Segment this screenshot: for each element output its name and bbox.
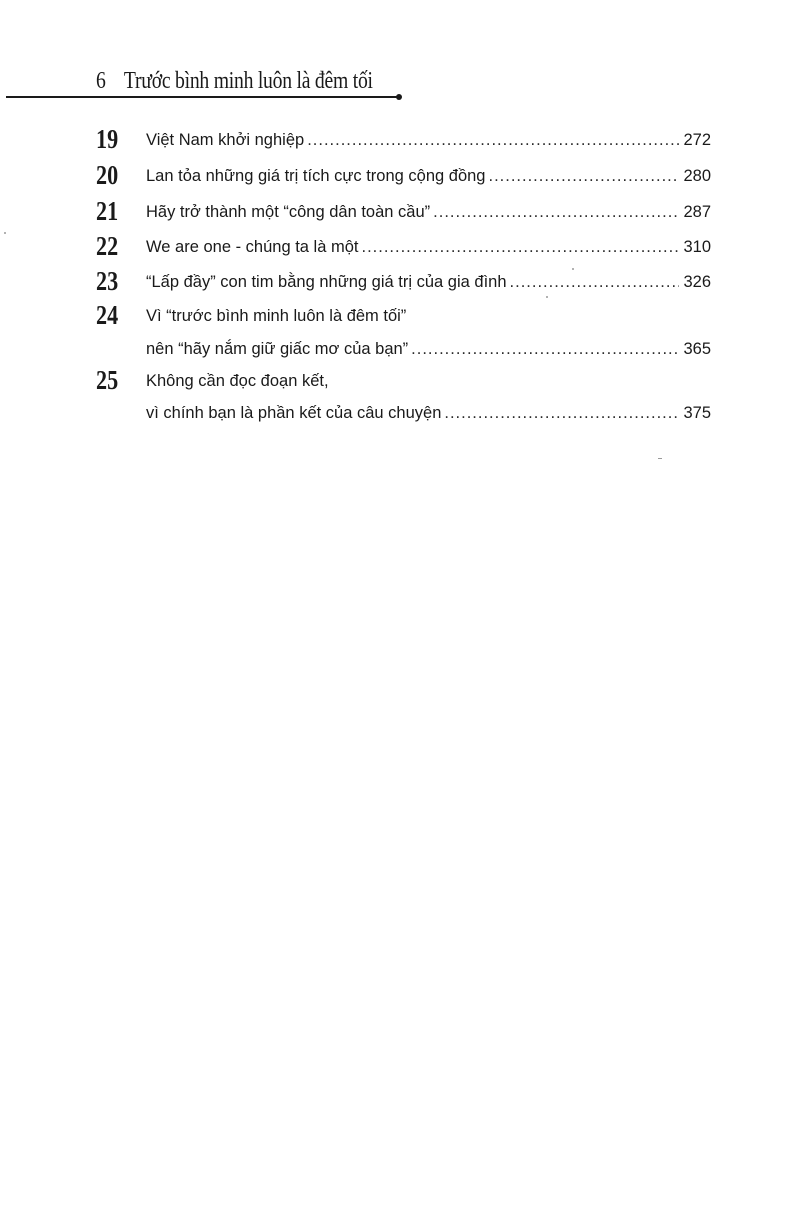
entry-title-line	[146, 202, 711, 222]
entry-title: Lan tỏa những giá trị tích cực trong cộng đồng	[146, 167, 486, 185]
entry-title-line	[146, 166, 711, 186]
chapter-number: 22	[96, 231, 119, 261]
page-ref: 280	[683, 167, 711, 185]
page-ref: 310	[683, 238, 711, 256]
chapter-number: 24	[96, 300, 119, 330]
entry-title: Không cần đọc đoạn kết,	[146, 372, 329, 390]
entry-title: nên “hãy nắm giữ giấc mơ của bạn”	[146, 340, 409, 358]
entry-title: Việt Nam khởi nghiệp	[146, 131, 305, 149]
entry-title: We are one - chúng ta là một	[146, 238, 359, 256]
entry-title: vì chính bạn là phần kết của câu chuyện	[146, 404, 442, 422]
chapter-number: 20	[96, 160, 119, 190]
entry-title-line	[146, 306, 711, 326]
entry-title-line	[146, 403, 711, 423]
scan-speck	[658, 458, 662, 459]
entry-title: Vì “trước bình minh luôn là đêm tối”	[146, 307, 407, 325]
book-title: Trước bình minh luôn là đêm tối	[123, 68, 373, 94]
dot-leader	[411, 339, 679, 359]
chapter-number: 23	[96, 266, 119, 296]
page-ref: 365	[683, 340, 711, 358]
dot-leader	[488, 166, 679, 186]
entry-title-line	[146, 371, 711, 391]
chapter-number: 19	[96, 124, 119, 154]
entry-title: Hãy trở thành một “công dân toàn cầu”	[146, 203, 431, 221]
page-ref: 326	[683, 273, 711, 291]
scan-speck	[4, 232, 6, 234]
page-ref: 375	[683, 404, 711, 422]
chapter-number: 25	[96, 365, 119, 395]
page-ref: 287	[683, 203, 711, 221]
dot-leader	[307, 130, 679, 150]
dot-leader	[444, 403, 679, 423]
entry-title-line	[146, 130, 711, 150]
entry-title-line	[146, 272, 711, 292]
entry-title: “Lấp đầy” con tim bằng những giá trị của gia đình	[146, 273, 507, 291]
page-number: 6	[96, 68, 106, 94]
entry-title-line	[146, 237, 711, 257]
scan-speck	[546, 296, 548, 298]
chapter-number: 21	[96, 196, 119, 226]
scan-speck	[572, 268, 574, 270]
page-ref: 272	[683, 131, 711, 149]
header-rule-dot	[396, 94, 402, 100]
dot-leader	[361, 237, 679, 257]
dot-leader	[433, 202, 679, 222]
header-rule	[6, 96, 398, 98]
running-header	[96, 68, 373, 95]
dot-leader	[510, 272, 680, 292]
entry-title-line	[146, 339, 711, 359]
